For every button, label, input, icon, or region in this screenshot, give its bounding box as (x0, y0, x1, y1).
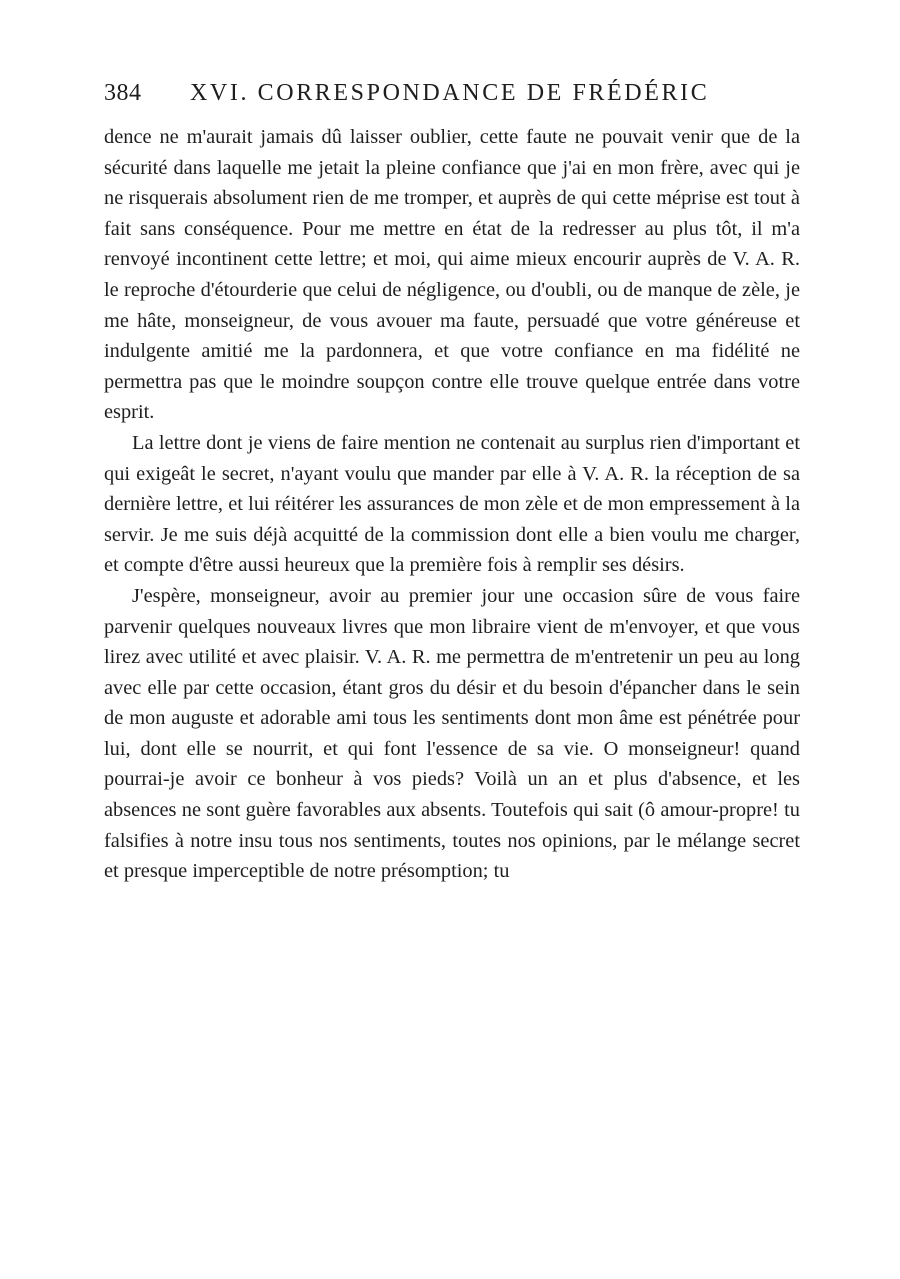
paragraph-3: J'espère, monseigneur, avoir au premier jour une occasion sûre de vous faire parvenir quelques nouveaux livres que mon libraire vient de m'envoyer, et que vous lirez avec utilité et avec plaisir. V. A. R. me permettra de m'entretenir un peu au long avec elle par cette occasion, étant gros du désir et du besoin d'épancher dans le sein de mon auguste et adorable ami tous les sentiments dont mon âme est pénétrée pour lui, dont elle se nourrit, et qui font l'essence de sa vie. O monseigneur! quand pourrai-je avoir ce bonheur à vos pieds? Voilà un an et plus d'absence, et les absences ne sont guère favorables aux absents. Toutefois qui sait (ô amour-propre! tu falsifies à notre insu tous nos sentiments, toutes nos opinions, par le mélange secret et presque imperceptible de notre présomption; tu (104, 584, 800, 883)
paragraph-2: La lettre dont je viens de faire mention ne contenait au surplus rien d'important et qui exigeât le secret, n'ayant voulu que mander par elle à V. A. R. la réception de sa dernière lettre, et lui réitérer les assurances de mon zèle et de mon empressement à la servir. Je me suis déjà acquitté de la commission dont elle a bien voulu me charger, et compte d'être aussi heureux que la première fois à remplir ses désirs. (104, 431, 800, 577)
body-text (104, 122, 800, 887)
paragraph-1: dence ne m'aurait jamais dû laisser oublier, cette faute ne pouvait venir que de la sécurité dans laquelle me jetait la pleine confiance que j'ai en mon frère, avec qui je ne risquerais absolument rien de me tromper, et auprès de qui cette méprise est tout à fait sans conséquence. Pour me mettre en état de la redresser au plus tôt, il m'a renvoyé incontinent cette lettre; et moi, qui aime mieux encourir auprès de V. A. R. le reproche d'étourderie que celui de négligence, ou d'oubli, ou de manque de zèle, je me hâte, monseigneur, de vous avouer ma faute, persuadé que votre généreuse et indulgente amitié me la pardonnera, et que votre confiance en ma fidélité ne permettra pas que le moindre soupçon contre elle trouve quelque entrée dans votre esprit. (104, 126, 800, 424)
running-head-title: XVI. CORRESPONDANCE DE FRÉDÉRIC (190, 80, 710, 106)
running-head (104, 80, 800, 118)
book-page (104, 80, 800, 887)
page-number: 384 (104, 80, 142, 106)
